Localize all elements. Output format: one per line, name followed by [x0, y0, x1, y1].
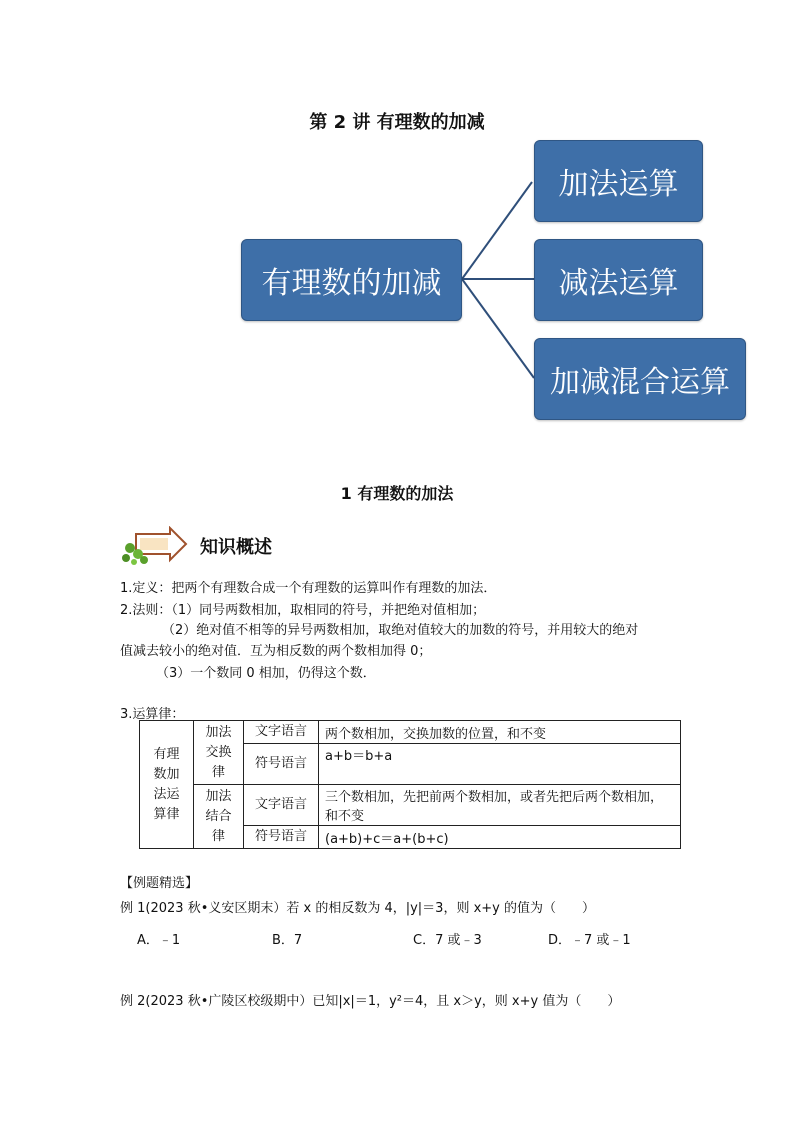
table-assoc-text: 三个数相加，先把前两个数相加，或者先把后两个数相加，和不变 [319, 785, 681, 826]
operation-laws-table [139, 720, 681, 849]
rule-2a-text: （2）绝对值不相等的异号两数相加，取绝对值较大的加数的符号，并用较大的绝对 [162, 623, 639, 638]
table-assoc-text-label: 文字语言 [244, 785, 319, 826]
connector-1 [462, 182, 532, 279]
example-1-option-d: D．﹣7 或﹣1 [548, 933, 631, 948]
definition-text: 1.定义：把两个有理数合成一个有理数的运算叫作有理数的加法． [120, 581, 497, 596]
example-1-option-a: A．﹣1 [137, 933, 181, 948]
table-group-cell: 有理数加法运算律 [140, 721, 194, 849]
rule-1-text: 2.法则：（1）同号两数相加，取相同的符号，并把绝对值相加； [120, 603, 486, 618]
table-comm-text-label: 文字语言 [244, 721, 319, 744]
table-assoc-sym: (a+b)+c＝a+(b+c) [319, 826, 681, 849]
rule-2b-text: 值减去较小的绝对值．互为相反数的两个数相加得 0； [120, 644, 432, 659]
page-title: 第 2 讲 有理数的加减 [309, 112, 485, 133]
example-1-stem: 例 1(2023 秋•义安区期末）若 x 的相反数为 4，|y|＝3，则 x+y 的值为（ ） [120, 901, 595, 916]
table-comm-sym: a+b＝b+a [319, 744, 681, 785]
table-associative-name: 加法结合律 [194, 785, 244, 849]
mindmap-node-mixed: 加减混合运算 [534, 338, 746, 420]
laws-label: 3.运算律： [120, 707, 185, 722]
mindmap-root-node: 有理数的加减 [241, 239, 462, 321]
examples-header: 【例题精选】 [120, 876, 199, 891]
section-title: 1 有理数的加法 [340, 484, 454, 503]
table-comm-sym-label: 符号语言 [244, 744, 319, 785]
rule-3-text: （3）一个数同 0 相加，仍得这个数． [156, 666, 376, 681]
clover-arrow-icon [118, 526, 188, 566]
example-1-option-c: C．7 或﹣3 [413, 933, 482, 948]
example-2-stem: 例 2(2023 秋•广陵区校级期中）已知|x|＝1，y²＝4，且 x＞y，则 x+y 值为（ ） [120, 994, 621, 1009]
connector-3 [462, 279, 534, 378]
mindmap-node-subtraction: 减法运算 [534, 239, 703, 321]
table-commutative-name: 加法交换律 [194, 721, 244, 785]
table-assoc-sym-label: 符号语言 [244, 826, 319, 849]
example-1-option-b: B．7 [272, 933, 303, 948]
table-comm-text: 两个数相加，交换加数的位置，和不变 [319, 721, 681, 744]
mindmap-node-addition: 加法运算 [534, 140, 703, 222]
knowledge-header: 知识概述 [200, 537, 272, 558]
